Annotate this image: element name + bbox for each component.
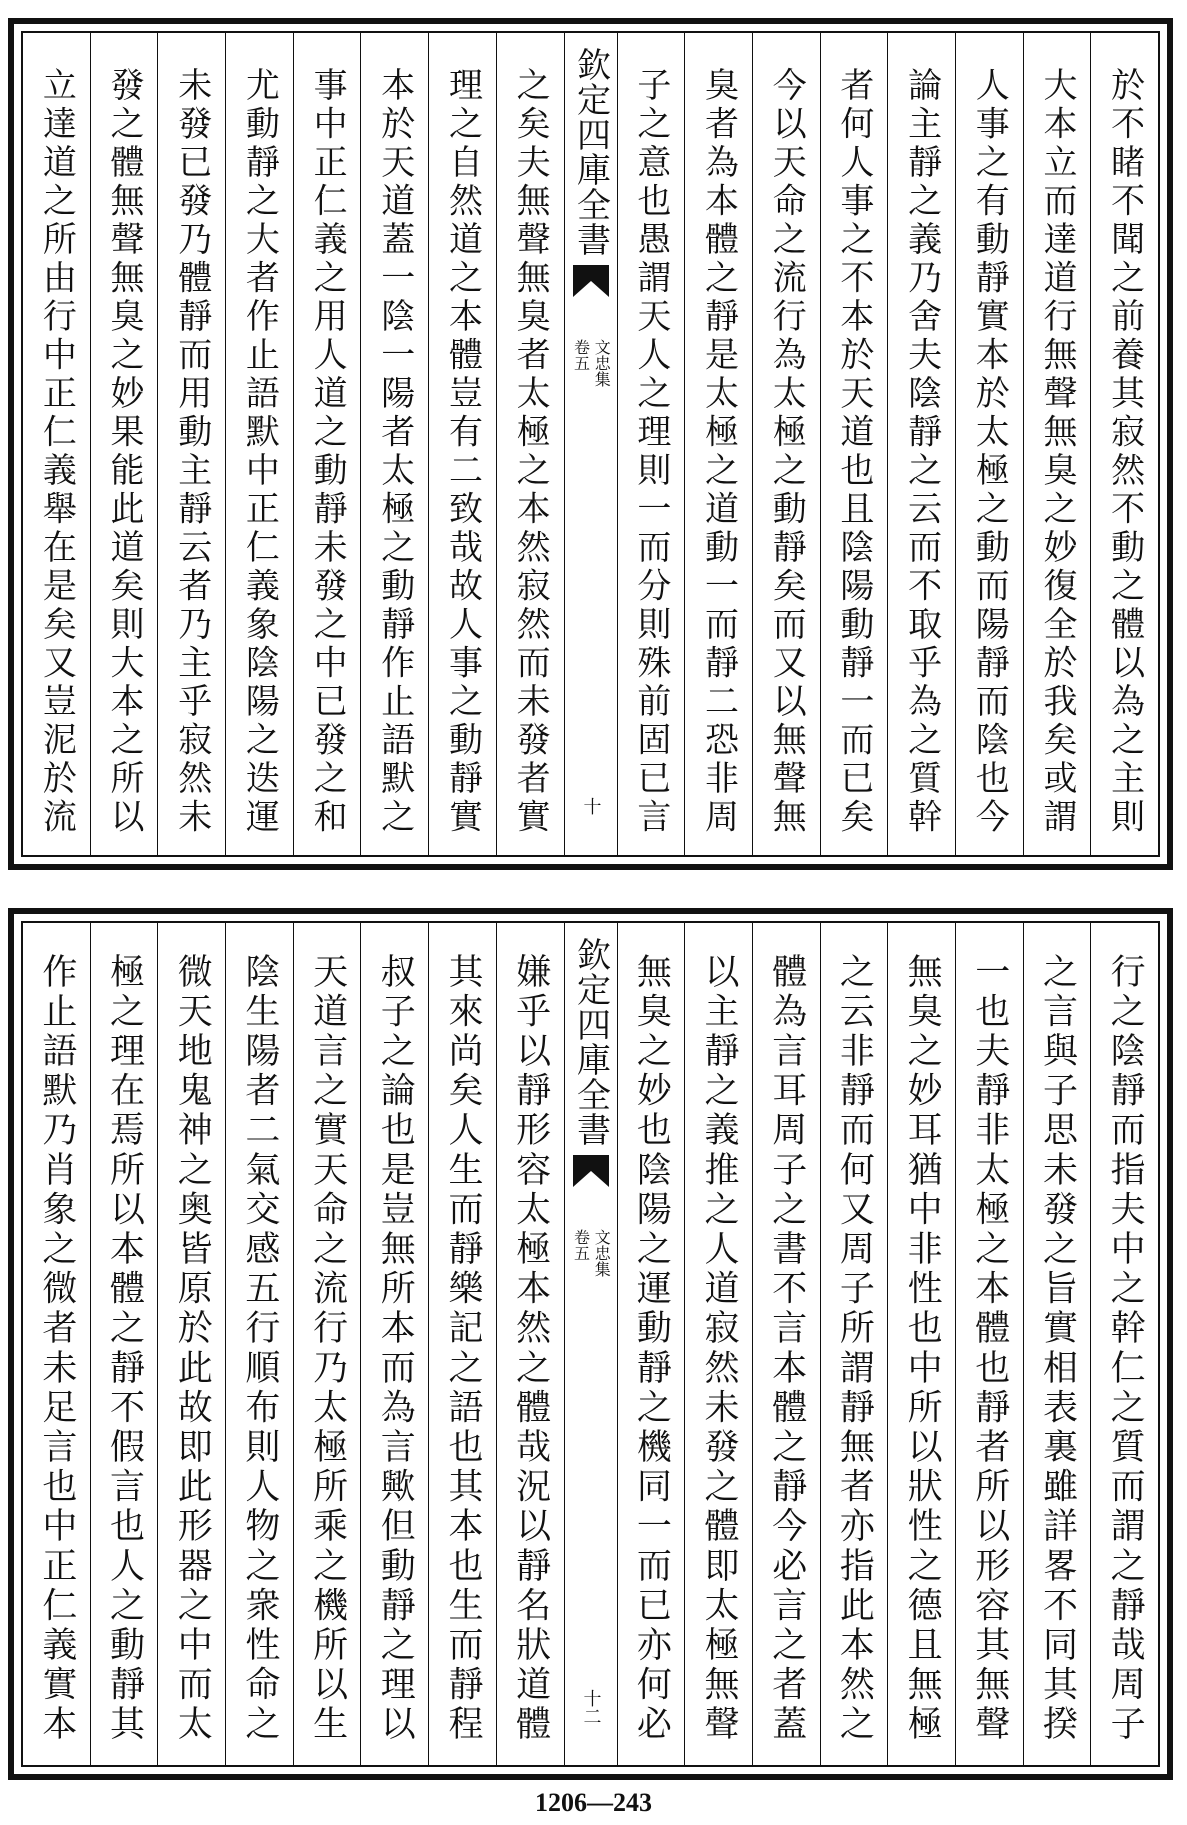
- fishtail-mark-icon: [571, 263, 611, 299]
- page-bottom: [8, 908, 1173, 1780]
- text-column: [684, 33, 752, 855]
- column-text: 尤動靜之大者作止語默中正仁義象陰陽之迭運: [239, 67, 280, 837]
- column-text: 於不睹不聞之前養其寂然不動之體以為之主則: [1104, 67, 1145, 837]
- text-column: [23, 923, 90, 1765]
- column-text: 理之自然道之本體豈有二致哉故人事之動靜實: [442, 67, 483, 837]
- text-column: [1023, 33, 1091, 855]
- text-column: [225, 33, 293, 855]
- text-column: [1090, 923, 1158, 1765]
- text-column: [293, 923, 361, 1765]
- column-text: 發之體無聲無臭之妙果能此道矣則大本之所以: [104, 67, 145, 837]
- text-column: [1023, 923, 1091, 1765]
- text-column: [820, 33, 888, 855]
- text-column: [1090, 33, 1158, 855]
- text-column: [887, 33, 955, 855]
- column-text: 之矣夫無聲無臭者太極之本然寂然而未發者實: [510, 67, 551, 837]
- column-text: 立達道之所由行中正仁義舉在是矣又豈泥於流: [36, 67, 77, 837]
- column-text: 臭者為本體之靜是太極之道動一而靜二恐非周: [698, 67, 739, 837]
- text-column: [955, 33, 1023, 855]
- column-text: 以主靜之義推之人道寂然未發之體即太極無聲: [699, 953, 740, 1745]
- column-text: 極之理在焉所以本體之靜不假言也人之動靜其: [104, 953, 145, 1745]
- column-text: 無臭之妙也陰陽之運動靜之機同一而已亦何必: [631, 953, 672, 1745]
- text-column: [617, 33, 685, 855]
- column-text: 之云非靜而何又周子所謂靜無者亦指此本然之: [834, 953, 875, 1745]
- text-column: [496, 33, 564, 855]
- book-volume: [572, 1229, 610, 1277]
- text-column: [752, 33, 820, 855]
- column-text: 之言與子思未發之旨實相表裏雖詳畧不同其揆: [1037, 953, 1078, 1745]
- text-column: [293, 33, 361, 855]
- collection-title: 欽定四庫全書: [570, 47, 611, 257]
- column-text: 一也夫靜非太極之本體也靜者所以形容其無聲: [969, 953, 1010, 1745]
- page-footer-number: 1206—243: [535, 1788, 652, 1817]
- text-column: [360, 33, 428, 855]
- collection-title: 欽定四庫全書: [570, 937, 611, 1147]
- text-column: [955, 923, 1023, 1765]
- column-text: 論主靜之義乃舍夫陰靜之云而不取乎為之質幹: [901, 67, 942, 837]
- text-column: [157, 33, 225, 855]
- text-column: [225, 923, 293, 1765]
- column-text: 陰生陽者二氣交感五行順布則人物之衆性命之: [239, 953, 280, 1745]
- text-column: [684, 923, 752, 1765]
- text-column: [157, 923, 225, 1765]
- text-column: [617, 923, 685, 1765]
- column-text: 行之陰靜而指夫中之幹仁之質而謂之靜哉周子: [1105, 953, 1146, 1745]
- book-name: 文忠集: [592, 1229, 612, 1277]
- text-column: [23, 33, 90, 855]
- leaf-number: 十二: [580, 1689, 602, 1725]
- text-frame: [21, 921, 1160, 1767]
- column-text: 其來尚矣人生而靜樂記之語也其本也生而靜程: [442, 953, 483, 1745]
- column-text: 天道言之實天命之流行乃太極所乘之機所以生: [307, 953, 348, 1745]
- text-column: [90, 33, 158, 855]
- center-fold: [564, 33, 617, 855]
- column-text: 者何人事之不本於天道也且陰陽動靜一而已矣: [833, 67, 874, 837]
- column-text: 嫌乎以靜形容太極本然之體哉況以靜名狀道體: [510, 953, 551, 1745]
- center-fold: [564, 923, 617, 1765]
- column-text: 無臭之妙耳猶中非性也中所以狀性之德且無極: [902, 953, 943, 1745]
- column-text: 本於天道蓋一陰一陽者太極之動靜作止語默之: [374, 67, 415, 837]
- text-column: [428, 33, 496, 855]
- text-column: [360, 923, 428, 1765]
- column-text: 今以天命之流行為太極之動靜矣而又以無聲無: [766, 67, 807, 837]
- volume-name: 卷五: [571, 1229, 591, 1261]
- leaf-number: 十: [580, 797, 602, 815]
- book-name: 文忠集: [592, 339, 612, 387]
- text-column: [820, 923, 888, 1765]
- column-text: 體為言耳周子之書不言本體之靜今必言之者蓋: [766, 953, 807, 1745]
- text-column: [887, 923, 955, 1765]
- column-text: 微天地鬼神之奥皆原於此故即此形器之中而太: [172, 953, 213, 1745]
- column-text: 事中正仁義之用人道之動靜未發之中已發之和: [307, 67, 348, 837]
- column-text: 人事之有動靜實本於太極之動而陽靜而陰也今: [969, 67, 1010, 837]
- column-text: 叔子之論也是豈無所本而為言歟但動靜之理以: [375, 953, 416, 1745]
- page-top: [8, 18, 1173, 870]
- column-text: 大本立而達道行無聲無臭之妙復全於我矣或謂: [1036, 67, 1077, 837]
- column-text: 子之意也愚謂天人之理則一而分則殊前固已言: [630, 67, 671, 837]
- text-frame: [21, 31, 1160, 857]
- text-column: [752, 923, 820, 1765]
- column-text: 作止語默乃肖象之微者未足言也中正仁義實本: [36, 953, 77, 1745]
- text-column: [496, 923, 564, 1765]
- text-column: [428, 923, 496, 1765]
- book-volume: [572, 339, 610, 387]
- text-column: [90, 923, 158, 1765]
- fishtail-mark-icon: [571, 1153, 611, 1189]
- volume-name: 卷五: [571, 339, 591, 371]
- column-text: 未發已發乃體靜而用動主靜云者乃主乎寂然未: [171, 67, 212, 837]
